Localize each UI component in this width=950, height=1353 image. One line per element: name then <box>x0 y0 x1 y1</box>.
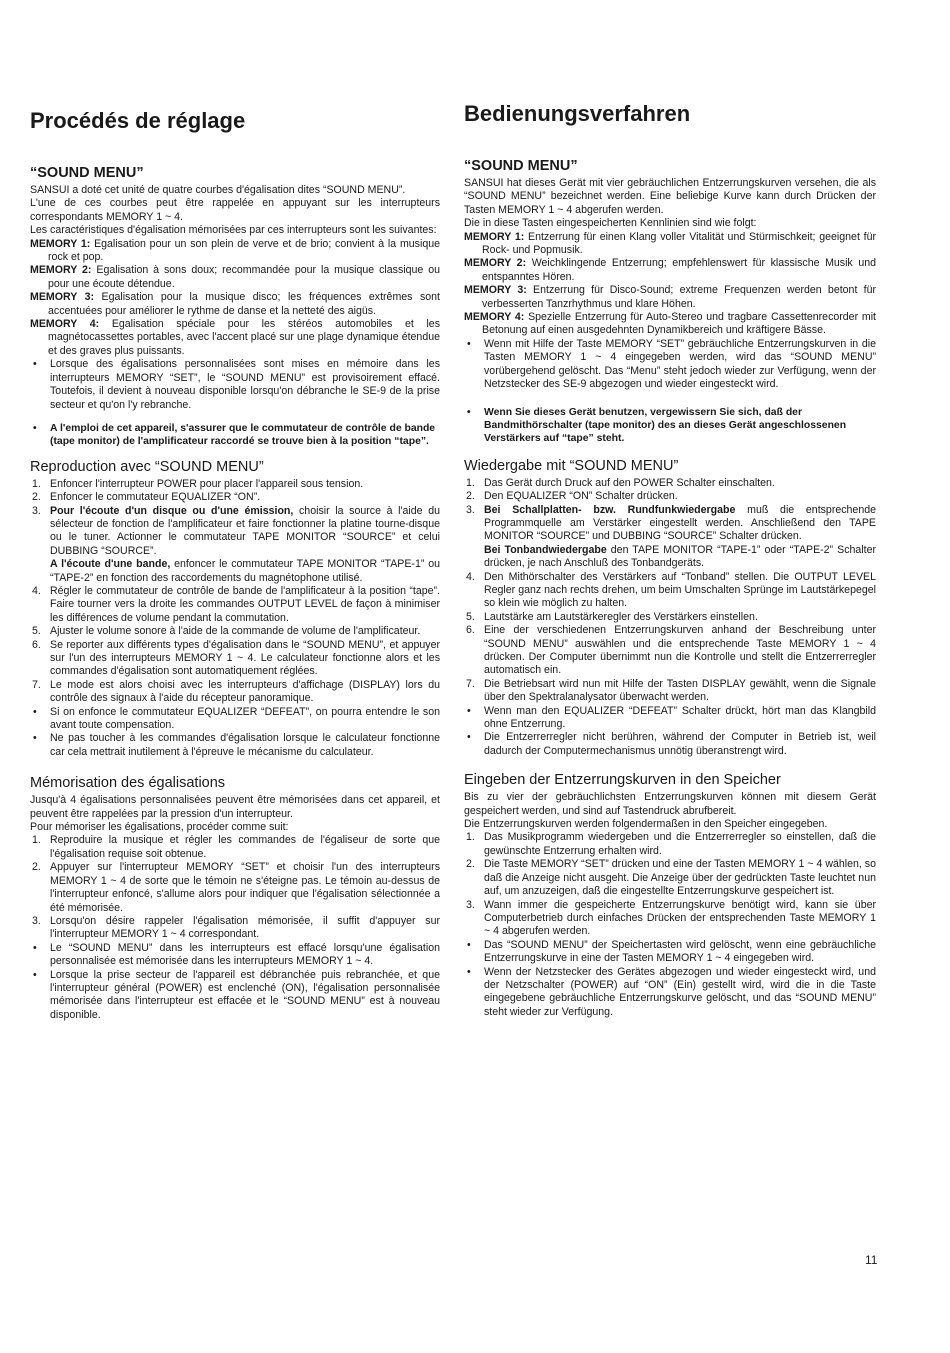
bullet-note: • Lorsque des égalisations personnalisées sont mises en mémoire dans les interrupteurs MEMORY “SET”, le “SOUND MENU” est provisoirement effacé. Toutefois, il devient à nouveau disponible lorsqu'on débranche le SE-9 de la prise secteur et qu'on l'y rebranche. <box>33 358 440 411</box>
bullet-note: • Lorsque la prise secteur de l'appareil est débranchée puis rebranchée, et que l'interrupteur général (POWER) est enclenché (ON), l'égalisation personnalisée mémorisée dans l'interrupteur est effacée et le “SOUND MENU” est à nouveau disponible. <box>33 968 440 1021</box>
heading-wiedergabe: Wiedergabe mit “SOUND MENU” <box>464 457 679 474</box>
list-item: 2. Den EQUALIZER “ON” Schalter drücken. <box>466 490 678 503</box>
memory-definition: MEMORY 4: Spezielle Entzerrung für Auto-Stereo und tragbare Cassettenrecorder mit Betonung auf einen ausgedehnten Dynamikbereich und kräftigere Bässe. <box>464 311 876 337</box>
french-column <box>30 100 440 1022</box>
bullet-note: • Le “SOUND MENU” dans les interrupteurs est effacé lorsqu'une égalisation personnalisée est mémorisée dans les interrupteurs MEMORY 1 ~ 4. <box>33 941 440 968</box>
list-item: 6. Eine der verschiedenen Entzerrungskurven anhand der Beschreibung unter “SOUND MENU” auswählen und die entsprechende Taste MEMORY 1 ~ 4 drücken. Der Computer übernimmt nun die Kontrolle und stellt die Entzerrerregler automatisch ein. <box>466 624 876 677</box>
paragraph: Die Entzerrungskurven werden folgendermaßen in den Speicher eingegeben. <box>464 818 828 831</box>
list-item: 3. Bei Schallplatten- bzw. Rundfunkwiedergabe muß die entsprechende Programmquelle am Verstärker eingestellt werden. Anschließend den TAPE MONITOR “SOURCE” und DUBBING “SOURCE” Schalter drücken. Bei Tonbandwiedergabe den TAPE MONITOR “TAPE-1” oder “TAPE-2” Schalter drücken, je nach Anschluß des Tonbandgeräts. <box>466 503 877 570</box>
steps-list <box>464 831 876 938</box>
list-item: 2. Die Taste MEMORY “SET” drücken und eine der Tasten MEMORY 1 ~ 4 wählen, so daß die Anzeige nicht ausgeht. Die Anzeige über der gedrückten Taste leuchtet nun auf, um anzuzeigen, daß die eingestellte Entzerrungskurve gespeichert ist. <box>466 858 876 898</box>
bullet-note: • Das “SOUND MENU” der Speichertasten wird gelöscht, wenn eine gebräuchliche Entzerrungskurve in eine der Tasten MEMORY 1 ~ 4 eingegeben wird. <box>467 938 876 965</box>
list-item: 1. Enfoncer l'interrupteur POWER pour placer l'appareil sous tension. <box>32 477 364 490</box>
steps-list <box>30 478 440 706</box>
paragraph: SANSUI a doté cet unité de quatre courbes d'égalisation dites “SOUND MENU”. <box>30 184 406 196</box>
bullet-note: • Die Entzerrerregler nicht berühren, während der Computer in Betrieb ist, weil dadurch der Computermechanismus unnötig überanstrengt wird. <box>467 731 876 757</box>
important-note: • A l'emploi de cet appareil, s'assurer que le commutateur de contrôle de bande (tape monitor) de l'amplificateur raccordé se trouve bien à la position “tape”. <box>33 422 436 448</box>
heading-memorisation: Mémorisation des égalisations <box>30 775 226 792</box>
memory-definition: MEMORY 4: Egalisation spéciale pour les stéréos automobiles et les magnétocassettes portables, avec l'accent placé sur une plage dynamique étendue et des graves plus puissants. <box>30 318 440 357</box>
memory-definition: MEMORY 1: Entzerrung für einen Klang voller Vitalität und Stürmischkeit; geeignet für Rock- und Popmusik. <box>464 230 876 257</box>
bullet-note: • Wenn mit Hilfe der Taste MEMORY “SET” gebräuchliche Entzerrungskurven in die Tasten MEMORY 1 ~ 4 eingegeben werden, wird das “SOUND MENU” vorübergehend gelöscht. Das “Menu” steht jedoch wieder zur Verfügung, wenn der Netzstecker des SE-9 abgezogen und wieder eingesteckt wird. <box>467 337 876 391</box>
list-item: 7. Die Betriebsart wird nun mit Hilfe der Tasten DISPLAY gewählt, wenn die Signale über den Spektralanalysator überwacht werden. <box>466 677 876 704</box>
list-item: 3. Pour l'écoute d'un disque ou d'une émission, choisir la source à l'aide du sélecteur de fonction de l'amplificateur et faire fonctionner la platine tourne-disque ou le tuner. Actionner le commutateur TAPE MONITOR “SOURCE” et celui DUBBING “SOURCE”. A l'écoute d'une bande, enfoncer le commutateur TAPE MONITOR “TAPE-1” ou “TAPE-2” en fonction des raccordements du magnétophone utilisé. <box>32 504 440 584</box>
list-item: 2. Appuyer sur l'interrupteur MEMORY “SET” et choisir l'un des interrupteurs MEMORY 1 ~ 4 de sorte que le témoin ne s'éteigne pas. Le témoin au-dessus de l'interrupteur enfoncé, s'allume alors pour indiquer que l'égalisation sélectionnée a été mémorisée. <box>32 861 440 914</box>
page-title-de: Bedienungsverfahren <box>464 101 691 126</box>
paragraph: Jusqu'à 4 égalisations personnalisées peuvent être mémorisées dans cet appareil, et peuvent être rappelées par la pression d'un interrupteur. <box>30 794 440 820</box>
list-item: 1. Das Gerät durch Druck auf den POWER Schalter einschalten. <box>466 476 775 489</box>
memory-definition: MEMORY 2: Egalisation à sons doux; recommandée pour la musique classique ou pour une écoute détendue. <box>30 264 441 290</box>
list-item: 7. Le mode est alors choisi avec les interrupteurs d'affichage (DISPLAY) lors du contrôle des signaux à l'aide du récepteur panoramique. <box>32 678 440 705</box>
paragraph: Bis zu vier der gebräuchlichsten Entzerrungskurven können mit diesem Gerät gespeichert werden, und sind auf Tastendruck abrufbereit. <box>464 791 876 817</box>
list-item: 3. Wann immer die gespeicherte Entzerrungskurve benötigt wird, kann sie über Computerbetrieb durch einfaches Drücken der entsprechenden Taste MEMORY 1 ~ 4 abgerufen werden. <box>466 898 876 938</box>
paragraph: Pour mémoriser les égalisations, procéder comme suit: <box>30 821 289 834</box>
bullet-note: • Wenn man den EQUALIZER “DEFEAT” Schalter drückt, hört man das Klangbild ohne Entzerrung. <box>467 704 876 731</box>
paragraph: L'une de ces courbes peut être rappelée en appuyant sur les interrupteurs correspondants MEMORY 1 ~ 4. <box>30 197 440 223</box>
heading-reproduction: Reproduction avec “SOUND MENU” <box>30 458 264 475</box>
list-item: 6. Se reporter aux différents types d'égalisation dans le “SOUND MENU”, et appuyer sur l'un des interrupteurs MEMORY 1 ~ 4. Le calculateur fonctionne alors et les commandes d'égalisation sont automatiquement réglées. <box>32 638 440 678</box>
list-item: 3. Lorsqu'on désire rappeler l'égalisation mémorisée, il suffit d'appuyer sur l'interrupteur MEMORY 1 ~ 4 correspondant. <box>32 914 440 941</box>
heading-sound-menu-de: “SOUND MENU” <box>464 158 578 174</box>
list-item: 5. Lautstärke am Lautstärkeregler des Verstärkers einstellen. <box>466 610 758 623</box>
list-item: 4. Régler le commutateur de contrôle de bande de l'amplificateur à la position “tape”. Faire tourner vers la droite les commandes OUTPUT LEVEL de façon à minimiser les différences de volume pendant la commutation. <box>32 584 440 624</box>
paragraph: Les caractéristiques d'égalisation mémorisées par ces interrupteurs sont les suivantes: <box>30 224 437 237</box>
list-item: 1. Das Musikprogramm wiedergeben und die Entzerrerregler so einstellen, daß die gewünschte Entzerrung erhalten wird. <box>466 831 876 857</box>
memory-definition: MEMORY 3: Entzerrung für Disco-Sound; extreme Frequenzen werden betont für verbesserten Tanzrhythmus und klare Höhen. <box>464 284 877 310</box>
bullet-note: • Wenn der Netzstecker des Gerätes abgezogen und wieder eingesteckt wird, und der Netzschalter (POWER) auf “ON” (Ein) gestellt wird, wird die in die Taste eingegebene gebräuchliche Entzerrungskurve gelöscht, und das “SOUND MENU” steht wieder zur Verfügung. <box>467 965 876 1018</box>
page-title-fr: Procédés de réglage <box>30 108 246 133</box>
list-item: 1. Reproduire la musique et régler les commandes de l'égaliseur de sorte que l'égalisation requise soit obtenue. <box>32 834 440 860</box>
bullet-note: • Si on enfonce le commutateur EQUALIZER “DEFEAT”, on pourra entendre le son avant toute compensation. <box>33 705 440 732</box>
list-item: 2. Enfoncer le commutateur EQUALIZER “ON”. <box>32 491 261 504</box>
bullet-note: • Ne pas toucher à les commandes d'égalisation lorsque le calculateur fonctionne car cela mettrait inutilement à l'épreuve le mécanisme du calculateur. <box>33 732 440 758</box>
german-column <box>464 100 876 1019</box>
list-item: 4. Den Mithörschalter des Verstärkers auf “Tonband” stellen. Die OUTPUT LEVEL Regler ganz nach rechts drehen, um beim Umschalten Sprünge im Lautstärkepegel so klein wie möglich zu halten. <box>466 570 876 610</box>
memory-definition: MEMORY 1: Egalisation pour un son plein de verve et de brio; convient à la musique rock et pop. <box>30 237 441 264</box>
heading-eingeben: Eingeben der Entzerrungskurven in den Speicher <box>464 772 781 789</box>
memory-definition: MEMORY 2: Weichklingende Entzerrung; empfehlenswert für klassische Musik und entspanntes Hören. <box>464 257 877 283</box>
steps-list <box>30 834 440 941</box>
paragraph: Die in diese Tasten eingespeicherten Kennlinien sind wie folgt: <box>464 217 757 230</box>
list-item: 5. Ajuster le volume sonore à l'aide de la commande de volume de l'amplificateur. <box>32 625 421 638</box>
important-note: • Wenn Sie dieses Gerät benutzen, vergewissern Sie sich, daß der Bandmithörschalter (tape monitor) des an dieses Gerät angeschlossenen Verstärkers auf “tape” steht. <box>467 406 847 445</box>
page-number: 11 <box>865 1253 878 1267</box>
paragraph: SANSUI hat dieses Gerät mit vier gebräuchlichen Entzerrungskurven versehen, die als “SOUND MENU” bezeichnet werden. Eine beliebige Kurve kann durch Drücken der Tasten MEMORY 1 ~ 4 abgerufen werden. <box>464 177 876 216</box>
heading-sound-menu-fr: “SOUND MENU” <box>30 165 144 181</box>
steps-list <box>464 477 876 705</box>
memory-definition: MEMORY 3: Egalisation pour la musique disco; les fréquences extrêmes sont accentuées pour améliorer le rythme de danse et la netteté des aigüs. <box>30 291 440 317</box>
